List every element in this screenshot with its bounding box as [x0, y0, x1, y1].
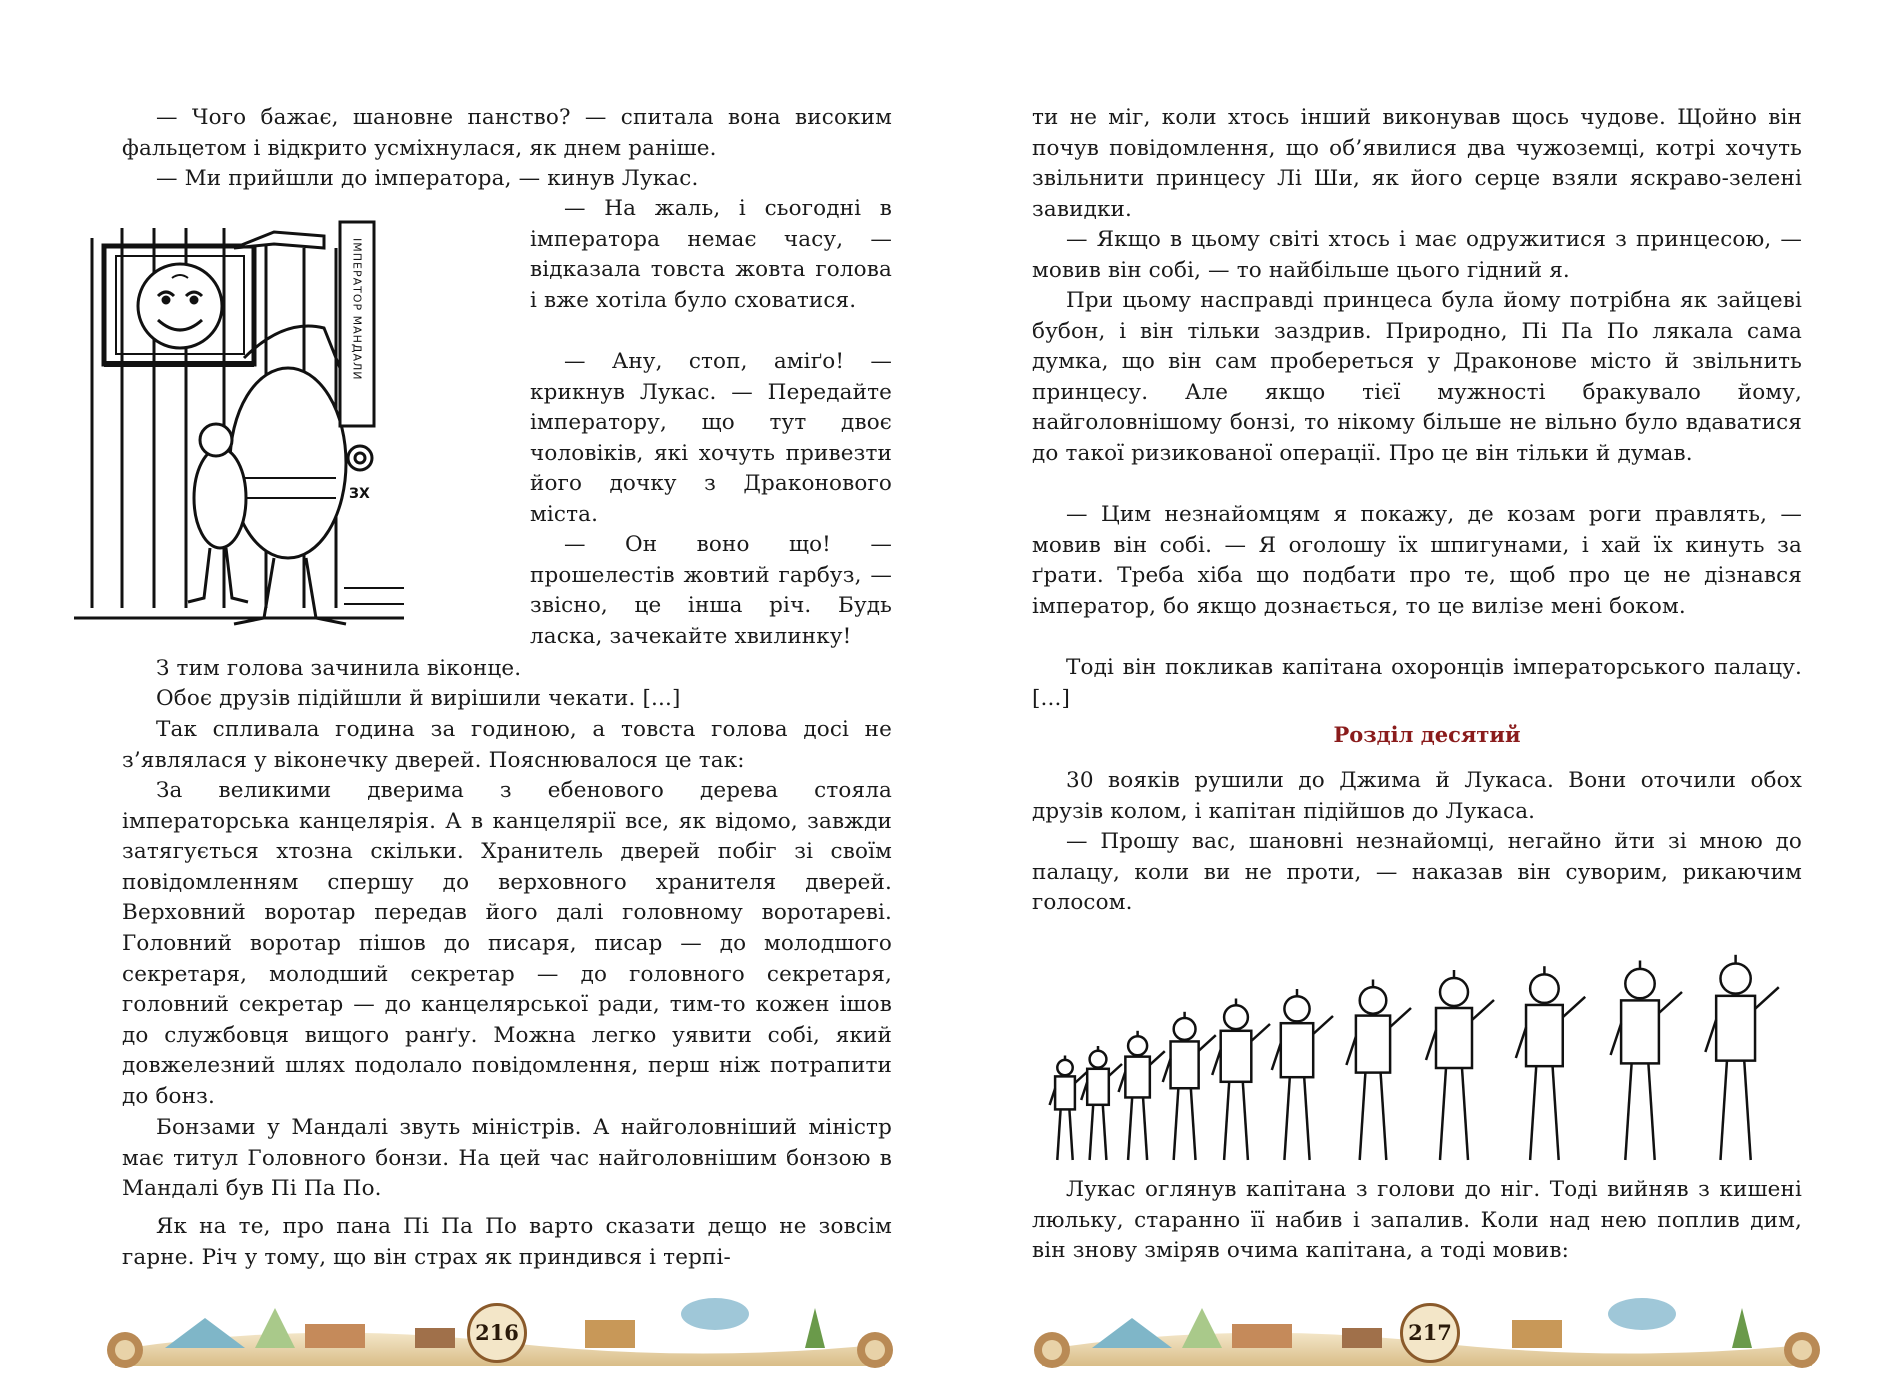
- paragraph: — Цим незнайомцям я покажу, де козам роги правлять, — мовив він собі. — Я оголошу їх шпигунами, і хай їх кинуть за ґрати. Треба хіба що подбати про те, щоб про це не дізнався імператор, бо якщо дознається, то це вилізе мені боком.: [1032, 502, 1802, 619]
- sign-text: ІМПЕРАТОР МАНДАЛИ: [350, 238, 364, 381]
- paragraph: При цьому насправді принцеса була йому потрібна як зайцеві бубон, і він тільки заздрив. Природно, Пі Па По лякала сама думка, що він сам пробереться у Драконове місто й звільнить принцесу. Але якщо тієї мужності бракувало йому, найголовнішому бонзі, то нікому більше не вільно було вдаватися до такої ризикованої операції. Про це він тільки й думав.: [1032, 288, 1802, 466]
- paragraph: Лукас оглянув капітана з голови до ніг. Тоді вийняв з кишені люльку, старанно її набив і запалив. Коли над нею поплив дим, він знову зміряв очима капітана, а тоді мовив:: [1032, 1177, 1802, 1264]
- paragraph: Так спливала година за годиною, а товста голова досі не з’являлася у віконечку дверей. Пояснювалося це так:: [122, 717, 892, 773]
- paragraph: — Якщо в цьому світі хтось і має одружитися з принцесою, — мовив він собі, — то найбільше цього гідний я.: [1032, 227, 1802, 283]
- page-number: 217: [1400, 1303, 1460, 1363]
- soldier-figure: [1163, 1012, 1216, 1160]
- soldier-figure: [1212, 999, 1270, 1161]
- paragraph: — На жаль, і сьогодні в імператора немає часу, — відказала товста жовта голова і вже хотіла було сховатися.: [530, 196, 892, 313]
- chapter-heading: Розділ десятий: [1333, 722, 1521, 747]
- soldier-figure: [1611, 961, 1682, 1161]
- soldier-figure: [1119, 1031, 1165, 1160]
- page-number: 216: [467, 1303, 527, 1363]
- paragraph: — Он воно що! — прошелестів жовтий гарбуз, — звісно, це інша річ. Будь ласка, зачекайте хвилинку!: [530, 532, 892, 649]
- paragraph: За великими дверима з ебенового дерева стояла імператорська канцелярія. А в канцелярії все, як відомо, завжди затягується хтозна скільки. Хранитель дверей побіг зі своїм повідомленням спершу до верховного хранителя дверей. Верховний воротар передав його далі головному воротареві. Головний воротар пішов до писаря, писар — до молодшого секретаря, молодший секретар — до головного секретаря, головний секретар — до канцелярської ради, тим-то кожен ішов до службовця вищого ранґу. Можна легко уявити собі, який довжелезний шлях подолало повідомлення, перш ніж потрапити до бонз.: [122, 778, 892, 1109]
- soldier-figure: [1272, 989, 1333, 1160]
- paragraph: — Ми прийшли до імператора, — кинув Лукас.: [156, 166, 699, 191]
- artist-signature: ЗХ: [349, 486, 370, 502]
- paragraph: 30 вояків рушили до Джима й Лукаса. Вони оточили обох друзів колом, і капітан підійшов до Лукаса.: [1032, 768, 1802, 824]
- soldier-figure: [1705, 955, 1778, 1160]
- right-page: [952, 0, 1904, 1400]
- soldier-figure: [1081, 1046, 1122, 1160]
- paragraph: Обоє друзів підійшли й вирішили чекати. [...]: [156, 686, 681, 711]
- paragraph: ти не міг, коли хтось інший виконував щось чудове. Щойно він почув повідомлення, що об’явилися два чужоземці, котрі хочуть звільнити принцесу Лі Ши, як його серце взяли яскраво-зелені завидки.: [1032, 105, 1802, 222]
- paragraph: — Ану, стоп, аміґо! — крикнув Лукас. — Передайте імператору, що тут двоє чоловіків, які хочуть привезти його дочку з Драконового міста.: [530, 349, 892, 527]
- soldier-figure: [1050, 1056, 1087, 1161]
- soldier-figure: [1516, 966, 1585, 1160]
- paragraph: Як на те, про пана Пі Па По варто сказати дещо не зовсім гарне. Річ у тому, що він страх як приндився і терпі-: [122, 1214, 892, 1270]
- door-illustration: [74, 208, 504, 642]
- soldiers-illustration: [1034, 935, 1804, 1165]
- soldier-figure: [1426, 970, 1494, 1160]
- paragraph: Тоді він покликав капітана охоронців імператорського палацу. [...]: [1032, 655, 1802, 711]
- paragraph: З тим голова зачинила віконце.: [156, 656, 522, 681]
- paragraph: — Прошу вас, шановні незнайомці, негайно йти зі мною до палацу, коли ви не проти, — наказав він суворим, рикаючим голосом.: [1032, 829, 1802, 916]
- paragraph: — Чого бажає, шановне панство? — спитала вона високим фальцетом і відкрито усміхнулася, як днем раніше.: [122, 105, 892, 161]
- paragraph: Бонзами у Мандалі звуть міністрів. А найголовніший міністр має титул Головного бонзи. На цей час найголовнішим бонзою в Мандалі був Пі Па По.: [122, 1115, 892, 1202]
- soldier-figure: [1346, 980, 1411, 1161]
